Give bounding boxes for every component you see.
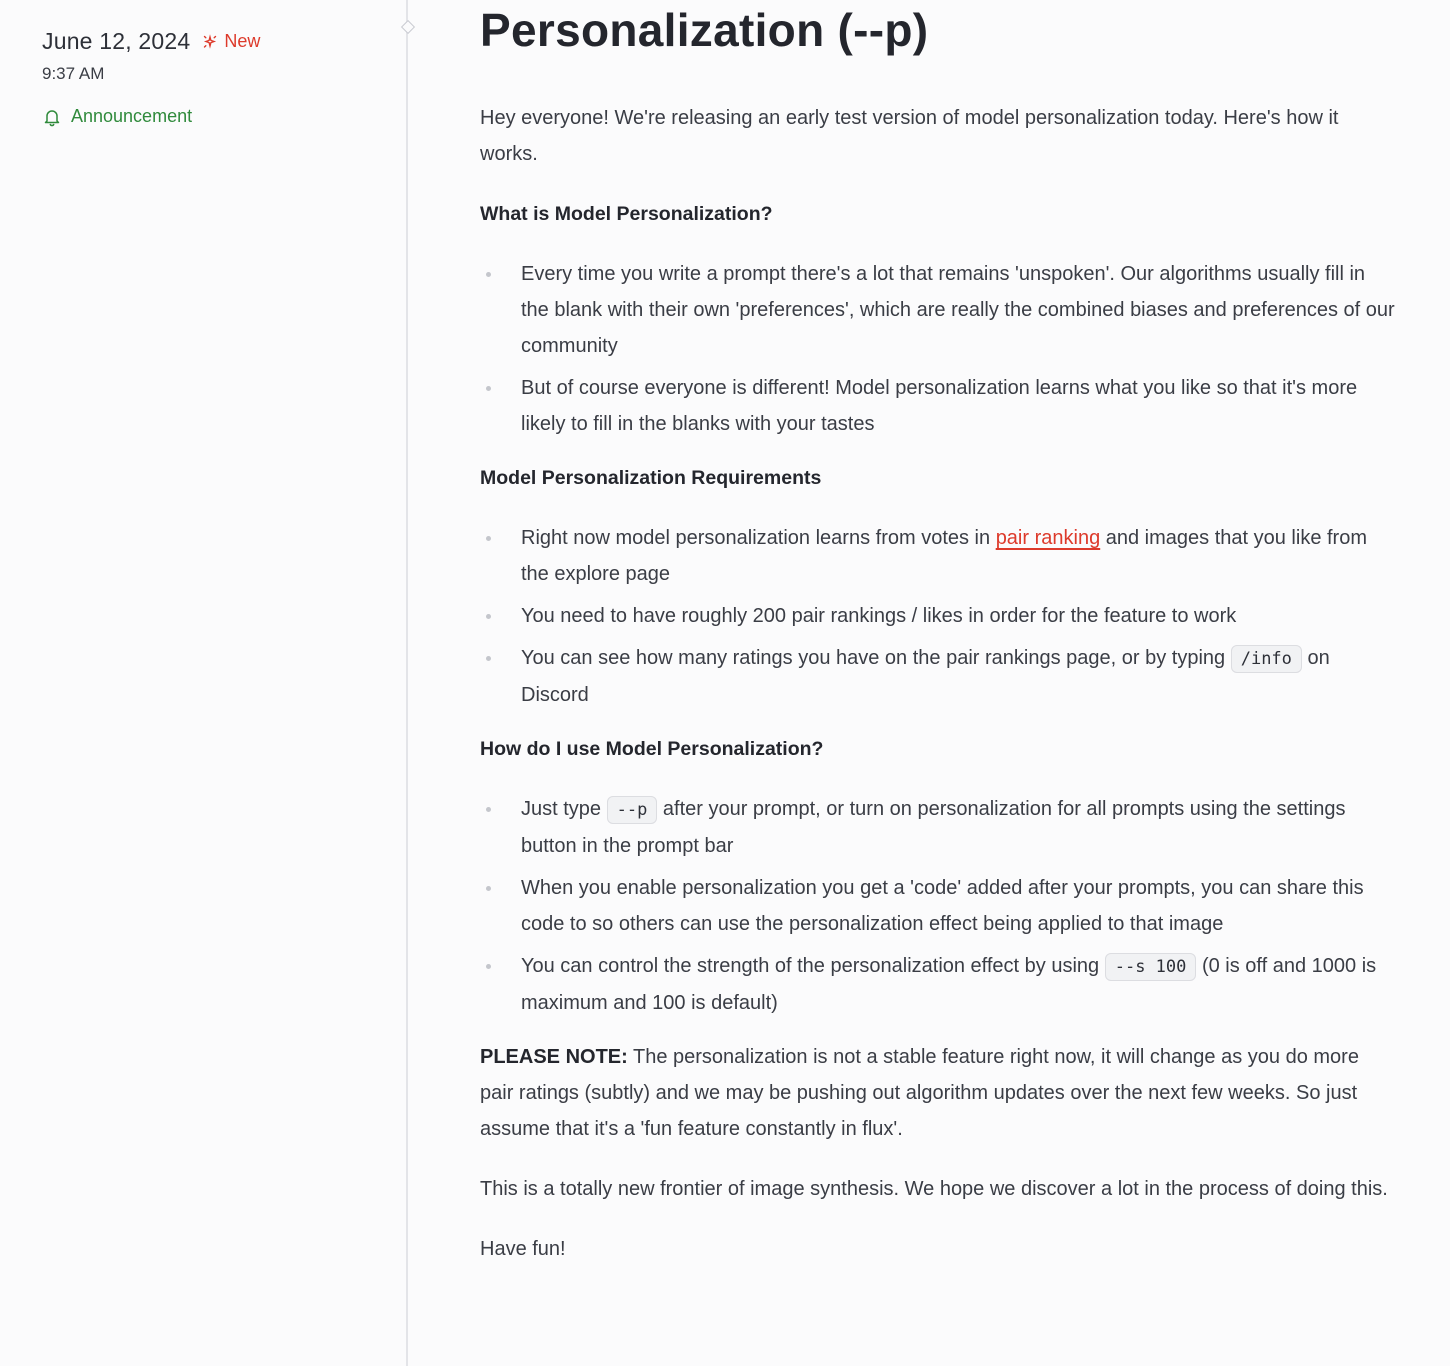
list-item: When you enable personalization you get a 'code' added after your prompts, you can share this code to so others can use the personalization effect being applied to that image — [480, 870, 1395, 942]
note-paragraph — [480, 1039, 1395, 1147]
bell-icon — [42, 107, 62, 127]
list-item-text: Right now model personalization learns from votes in — [521, 527, 996, 549]
section-list-requirements — [480, 520, 1395, 713]
section-heading-usage: How do I use Model Personalization? — [480, 738, 824, 760]
s-flag-code: --s 100 — [1105, 953, 1197, 981]
list-item-text: on Discord — [521, 647, 1330, 706]
note-text: The personalization is not a stable feature right now, it will change as you do more pair ratings (subtly) and we may be pushing out algorithm updates over the next few weeks. So just assume that it's a 'fun feature constantly in flux'. — [480, 1046, 1359, 1140]
timeline-line — [406, 0, 408, 1366]
section-heading-requirements: Model Personalization Requirements — [480, 467, 822, 489]
intro-paragraph: Hey everyone! We're releasing an early test version of model personalization today. Here's how it works. — [480, 107, 1339, 165]
list-item-text: and images that you like from the explore page — [521, 527, 1367, 585]
post-title: Personalization (--p) — [480, 4, 929, 56]
list-item-text: Just type — [521, 798, 607, 820]
list-item-text: (0 is off and 1000 is maximum and 100 is default) — [521, 955, 1377, 1014]
new-badge — [202, 31, 260, 52]
category-tag[interactable] — [42, 106, 372, 127]
signoff-paragraph: Have fun! — [480, 1238, 566, 1260]
pair-ranking-link[interactable]: pair ranking — [995, 527, 1101, 549]
list-item-text: You can control the strength of the personalization effect by using — [521, 955, 1105, 977]
list-item — [480, 948, 1395, 1021]
list-item-text: You can see how many ratings you have on the pair rankings page, or by typing — [521, 647, 1231, 669]
list-item: But of course everyone is different! Model personalization learns what you like so that it's more likely to fill in the blanks with your tastes — [480, 370, 1395, 442]
date-row — [42, 28, 372, 55]
post-date: June 12, 2024 — [42, 28, 191, 54]
closing-paragraph: This is a totally new frontier of image synthesis. We hope we discover a lot in the process of doing this. — [480, 1178, 1388, 1200]
info-command-code: /info — [1231, 645, 1302, 673]
post-article — [480, 0, 1395, 1267]
list-item: Every time you write a prompt there's a lot that remains 'unspoken'. Our algorithms usually fill in the blank with their own 'preferences', which are really the combined biases and preferences of our community — [480, 256, 1395, 364]
note-label: PLEASE NOTE: — [480, 1046, 628, 1068]
section-list-usage — [480, 791, 1395, 1021]
post-time: 9:37 AM — [42, 64, 105, 83]
p-flag-code: --p — [607, 796, 658, 824]
list-item: You need to have roughly 200 pair rankings / likes in order for the feature to work — [480, 598, 1395, 634]
new-badge-label: New — [224, 31, 261, 51]
post-meta — [42, 28, 372, 127]
timeline-marker-icon — [401, 20, 415, 34]
section-list-what — [480, 256, 1395, 442]
list-item — [480, 640, 1395, 713]
list-item-text: after your prompt, or turn on personalization for all prompts using the settings button in the prompt bar — [521, 798, 1346, 857]
category-tag-label: Announcement — [71, 106, 193, 126]
list-item — [480, 520, 1395, 592]
sparkle-icon — [202, 34, 218, 50]
section-heading-what: What is Model Personalization? — [480, 203, 773, 225]
list-item — [480, 791, 1395, 864]
